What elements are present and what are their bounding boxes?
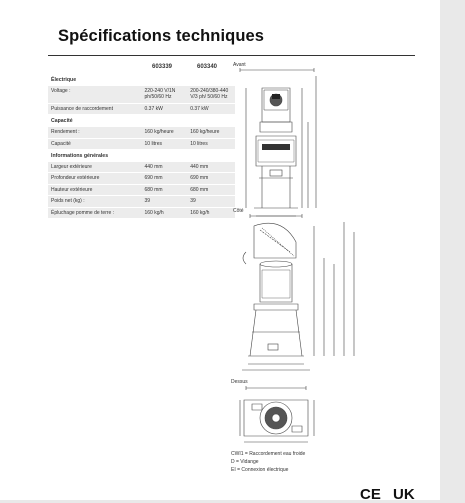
- row-value-603339: 690 mm: [142, 173, 188, 185]
- row-value-603339: 10 litres: [142, 138, 188, 150]
- side-margin: [440, 0, 465, 500]
- row-value-603340: 10 litres: [187, 138, 235, 150]
- top-view-drawing: [232, 384, 322, 448]
- row-label: Rendement :: [48, 127, 142, 138]
- section-header: [48, 115, 235, 127]
- side-view-label: Côté: [233, 208, 244, 214]
- table-row: [48, 196, 235, 208]
- legend-item: D = Vidange: [231, 458, 259, 465]
- table-row: [48, 184, 235, 196]
- row-value-603339: 220-240 V/1N ph/50/60 Hz: [142, 86, 188, 104]
- section-title: Capacité: [51, 118, 73, 125]
- row-value-603339: 440 mm: [142, 162, 188, 173]
- row-label: Puissance de raccordement: [48, 103, 142, 115]
- row-value-603339: 0.37 kW: [142, 103, 188, 115]
- table-row: [48, 173, 235, 185]
- row-value-603340: 690 mm: [187, 173, 235, 185]
- row-value-603340: 39: [187, 196, 235, 208]
- row-value-603339: 160 kg/h: [142, 207, 188, 219]
- section-title: Électrique: [51, 77, 77, 83]
- section-header: [48, 74, 235, 86]
- ukca-mark: UK: [393, 486, 415, 503]
- row-label: Largeur extérieure: [48, 162, 142, 173]
- row-label: Capacité: [48, 138, 142, 150]
- certification-marks: [360, 486, 415, 503]
- front-view-label: Avant: [233, 62, 246, 68]
- spec-table: [48, 74, 235, 219]
- section-header: [48, 150, 235, 162]
- side-view-drawing: [232, 212, 360, 374]
- page-title: Spécifications techniques: [58, 27, 265, 45]
- row-label: Épluchage pomme de terre :: [48, 207, 142, 219]
- row-value-603339: 680 mm: [142, 184, 188, 196]
- connections-legend: [231, 451, 305, 474]
- row-value-603340: 160 kg/heure: [187, 127, 235, 138]
- front-view-drawing: [232, 66, 322, 218]
- row-value-603340: 200-240/380-440 V/3 ph/ 50/60 Hz: [187, 86, 235, 104]
- row-value-603340: 160 kg/h: [187, 207, 235, 219]
- table-row: [48, 138, 235, 150]
- row-value-603339: 160 kg/heure: [142, 127, 188, 138]
- row-label: Profondeur extérieure: [48, 173, 142, 185]
- row-label: Hauteur extérieure: [48, 184, 142, 196]
- ce-mark: CE: [360, 486, 381, 503]
- column-header-1: 603339: [152, 64, 173, 70]
- title-divider: [48, 55, 415, 56]
- section-title: Informations générales: [51, 153, 109, 159]
- table-row: [48, 162, 235, 173]
- table-row: [48, 103, 235, 115]
- row-label: Voltage :: [48, 86, 142, 104]
- column-header-2: 603340: [197, 64, 218, 70]
- legend-item: CWI1 = Raccordement eau froide: [231, 451, 306, 457]
- row-value-603340: 440 mm: [187, 162, 235, 173]
- table-row: [48, 207, 235, 219]
- table-row: [48, 86, 235, 104]
- row-label: Poids net (kg) :: [48, 196, 142, 208]
- legend-item: EI = Connexion électrique: [231, 466, 289, 473]
- row-value-603339: 39: [142, 196, 188, 208]
- row-value-603340: 0.37 kW: [187, 103, 235, 115]
- row-value-603340: 680 mm: [187, 184, 235, 196]
- top-view-label: Dessus: [231, 379, 248, 385]
- table-row: [48, 127, 235, 138]
